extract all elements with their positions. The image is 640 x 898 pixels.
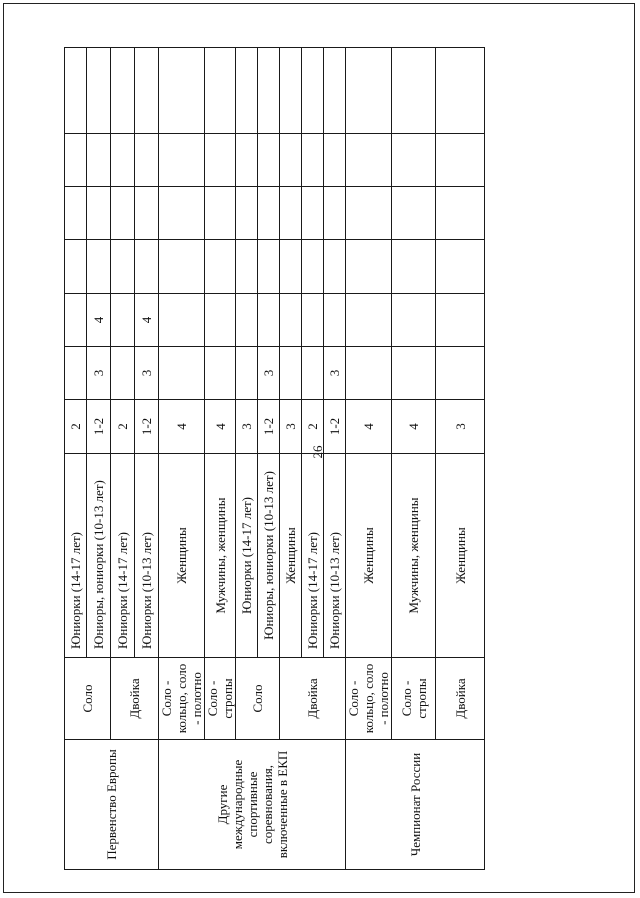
empty-cell xyxy=(280,240,302,294)
empty-cell xyxy=(280,48,302,134)
empty-cell xyxy=(346,187,392,240)
value-cell xyxy=(159,294,205,347)
place-cell: 3 xyxy=(436,400,485,454)
empty-cell xyxy=(111,187,135,240)
place-cell: 3 xyxy=(236,400,258,454)
program-cell: Двойка xyxy=(436,658,485,740)
empty-cell xyxy=(87,240,111,294)
empty-cell xyxy=(436,134,485,187)
program-cell: Соло xyxy=(65,658,111,740)
empty-cell xyxy=(436,48,485,134)
empty-cell xyxy=(87,48,111,134)
value-cell xyxy=(111,294,135,347)
value-cell xyxy=(236,347,258,400)
empty-cell xyxy=(302,187,324,240)
rotated-table-area xyxy=(64,48,475,870)
place-cell: 2 xyxy=(111,400,135,454)
empty-cell xyxy=(159,134,205,187)
empty-cell xyxy=(258,187,280,240)
place-cell: 1-2 xyxy=(87,400,111,454)
category-cell: Женщины xyxy=(280,454,302,658)
empty-cell xyxy=(111,240,135,294)
empty-cell xyxy=(159,240,205,294)
place-cell: 4 xyxy=(392,400,436,454)
place-cell: 1-2 xyxy=(258,400,280,454)
value-cell xyxy=(65,347,87,400)
value-cell xyxy=(346,347,392,400)
empty-cell xyxy=(302,240,324,294)
empty-cell xyxy=(135,240,159,294)
empty-cell xyxy=(392,48,436,134)
category-cell: Женщины xyxy=(159,454,205,658)
empty-cell xyxy=(346,240,392,294)
value-cell xyxy=(280,294,302,347)
empty-cell xyxy=(258,240,280,294)
place-cell: 1-2 xyxy=(135,400,159,454)
empty-cell xyxy=(111,134,135,187)
program-cell: Соло xyxy=(236,658,280,740)
ranking-table xyxy=(64,47,485,870)
empty-cell xyxy=(346,134,392,187)
value-cell: 4 xyxy=(87,294,111,347)
value-cell xyxy=(111,347,135,400)
value-cell: 4 xyxy=(135,294,159,347)
empty-cell xyxy=(205,134,236,187)
place-cell: 4 xyxy=(205,400,236,454)
empty-cell xyxy=(258,48,280,134)
empty-cell xyxy=(302,134,324,187)
category-cell: Юниорки (10-13 лет) xyxy=(324,454,346,658)
empty-cell xyxy=(159,187,205,240)
empty-cell xyxy=(280,134,302,187)
value-cell xyxy=(159,347,205,400)
empty-cell xyxy=(87,187,111,240)
category-cell: Юниорки (14-17 лет) xyxy=(65,454,87,658)
program-cell: Двойка xyxy=(280,658,346,740)
empty-cell xyxy=(65,48,87,134)
competition-cell: Чемпионат России xyxy=(346,740,485,870)
program-cell: Двойка xyxy=(111,658,159,740)
empty-cell xyxy=(436,187,485,240)
table-row xyxy=(159,48,205,870)
program-cell: Соло - стропы xyxy=(392,658,436,740)
empty-cell xyxy=(65,134,87,187)
competition-cell: Первенство Европы xyxy=(65,740,159,870)
classification-table xyxy=(64,48,475,870)
value-cell xyxy=(302,347,324,400)
place-cell: 3 xyxy=(280,400,302,454)
empty-cell xyxy=(324,48,346,134)
place-cell: 2 xyxy=(65,400,87,454)
value-cell xyxy=(346,294,392,347)
category-cell: Юниорки (14-17 лет) xyxy=(111,454,135,658)
empty-cell xyxy=(236,187,258,240)
empty-cell xyxy=(205,48,236,134)
value-cell: 3 xyxy=(87,347,111,400)
empty-cell xyxy=(324,134,346,187)
place-cell: 4 xyxy=(346,400,392,454)
value-cell xyxy=(324,294,346,347)
value-cell xyxy=(236,294,258,347)
category-cell: Юниоры, юниорки (10-13 лет) xyxy=(258,454,280,658)
empty-cell xyxy=(159,48,205,134)
empty-cell xyxy=(205,240,236,294)
place-cell: 1-2 xyxy=(324,400,346,454)
value-cell xyxy=(258,294,280,347)
value-cell xyxy=(205,294,236,347)
value-cell xyxy=(302,294,324,347)
competition-cell: Другие международные спортивные соревнования, включенные в ЕКП xyxy=(159,740,346,870)
value-cell: 3 xyxy=(324,347,346,400)
table-row xyxy=(346,48,392,870)
empty-cell xyxy=(205,187,236,240)
category-cell: Юниорки (14-17 лет) xyxy=(302,454,324,658)
category-cell: Женщины xyxy=(436,454,485,658)
program-cell: Соло - кольцо, соло - полотно xyxy=(159,658,205,740)
empty-cell xyxy=(392,240,436,294)
category-cell: Мужчины, женщины xyxy=(205,454,236,658)
value-cell xyxy=(436,347,485,400)
table-row xyxy=(65,48,87,870)
empty-cell xyxy=(87,134,111,187)
empty-cell xyxy=(236,48,258,134)
value-cell xyxy=(65,294,87,347)
place-cell: 4 xyxy=(159,400,205,454)
program-cell: Соло - стропы xyxy=(205,658,236,740)
empty-cell xyxy=(392,187,436,240)
empty-cell xyxy=(65,187,87,240)
empty-cell xyxy=(135,187,159,240)
program-cell: Соло - кольцо, соло - полотно xyxy=(346,658,392,740)
empty-cell xyxy=(135,48,159,134)
value-cell xyxy=(392,294,436,347)
value-cell xyxy=(392,347,436,400)
category-cell: Мужчины, женщины xyxy=(392,454,436,658)
empty-cell xyxy=(324,240,346,294)
value-cell: 3 xyxy=(258,347,280,400)
empty-cell xyxy=(65,240,87,294)
empty-cell xyxy=(236,240,258,294)
category-cell: Юниорки (14-17 лет) xyxy=(236,454,258,658)
empty-cell xyxy=(236,134,258,187)
empty-cell xyxy=(280,187,302,240)
empty-cell xyxy=(302,48,324,134)
value-cell: 3 xyxy=(135,347,159,400)
empty-cell xyxy=(111,48,135,134)
empty-cell xyxy=(324,187,346,240)
category-cell: Юниорки (10-13 лет) xyxy=(135,454,159,658)
value-cell xyxy=(205,347,236,400)
category-cell: Юниоры, юниорки (10-13 лет) xyxy=(87,454,111,658)
page-number: 26 xyxy=(310,445,325,459)
empty-cell xyxy=(258,134,280,187)
value-cell xyxy=(280,347,302,400)
value-cell xyxy=(436,294,485,347)
empty-cell xyxy=(346,48,392,134)
empty-cell xyxy=(135,134,159,187)
empty-cell xyxy=(392,134,436,187)
category-cell: Женщины xyxy=(346,454,392,658)
empty-cell xyxy=(436,240,485,294)
place-cell: 2 xyxy=(302,400,324,454)
